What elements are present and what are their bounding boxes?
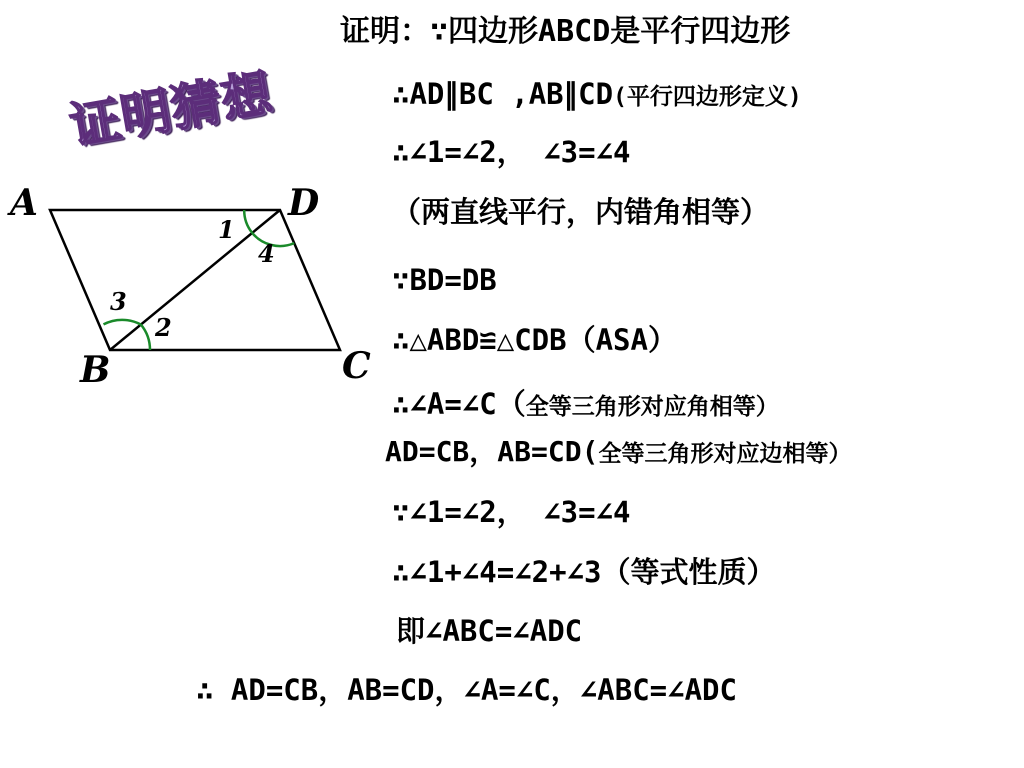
proof-line-2-main: ∴AD∥BC ,AB∥CD	[392, 77, 614, 111]
parallelogram-diagram	[0, 170, 400, 570]
proof-line-7-main: ∴∠A=∠C（	[392, 387, 526, 421]
proof-line-10-text: ∴∠1+∠4=∠2+∠3（等式性质）	[392, 555, 776, 589]
proof-line-12	[196, 673, 737, 707]
angle-label-3: 3	[110, 287, 127, 316]
angle-arc-1	[244, 210, 252, 233]
proof-line-9-text: ∵∠1=∠2， ∠3=∠4	[392, 495, 631, 529]
vertex-label-b: B	[80, 349, 111, 391]
proof-line-10	[392, 555, 776, 589]
vertex-label-c: C	[342, 345, 371, 387]
proof-line-3-text: ∴∠1=∠2， ∠3=∠4	[392, 135, 631, 169]
angle-label-1: 1	[218, 215, 235, 244]
angle-arc-2	[141, 325, 150, 350]
diagonal-bd	[110, 210, 280, 350]
proof-line-2	[392, 77, 802, 111]
angle-label-4: 4	[258, 239, 275, 268]
proof-line-11-text: 即∠ABC=∠ADC	[396, 614, 583, 648]
angle-label-2: 2	[155, 313, 172, 342]
proof-line-8-note: 全等三角形对应边相等）	[598, 441, 852, 467]
proof-line-2-note: (平行四边形定义)	[613, 84, 802, 110]
vertex-label-d: D	[288, 182, 320, 224]
proof-line-1	[340, 14, 791, 49]
vertex-label-a: A	[10, 182, 38, 224]
proof-line-3	[392, 135, 631, 169]
angle-arc-3	[104, 320, 141, 325]
proof-line-9	[392, 495, 631, 529]
proof-line-8	[385, 435, 852, 468]
proof-line-5-text: ∵BD=DB	[392, 263, 497, 297]
proof-line-4-text: （两直线平行，内错角相等）	[392, 195, 770, 229]
proof-line-12-text: ∴ AD=CB，AB=CD，∠A=∠C，∠ABC=∠ADC	[196, 673, 737, 707]
proof-line-6-text: ∴△ABD≌△CDB（ASA）	[392, 323, 677, 357]
proof-line-1-text: 证明：∵四边形ABCD是平行四边形	[340, 14, 791, 49]
proof-line-7-note: 全等三角形对应角相等）	[525, 394, 779, 420]
slide-title: 证明猜想	[65, 63, 277, 156]
proof-line-6	[392, 323, 677, 357]
proof-line-5	[392, 263, 497, 297]
proof-line-8-main: AD=CB，AB=CD(	[385, 435, 599, 468]
proof-line-11	[396, 614, 583, 648]
proof-line-4	[392, 195, 770, 229]
proof-line-7	[392, 387, 779, 421]
